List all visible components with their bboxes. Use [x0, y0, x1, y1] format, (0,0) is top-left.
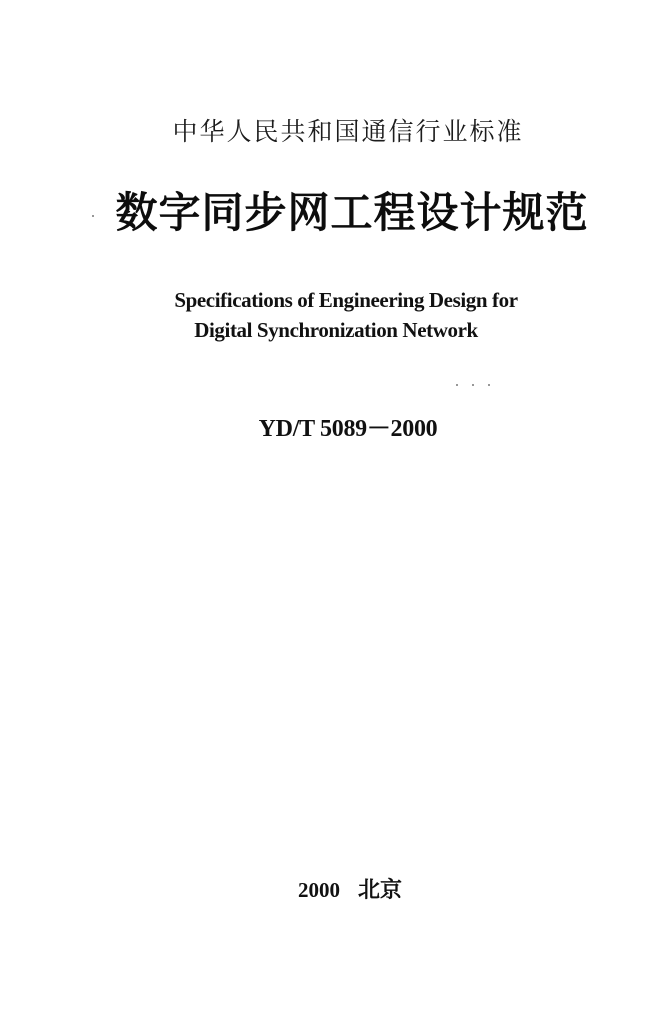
publication-info	[0, 873, 672, 904]
scan-speck	[472, 384, 474, 386]
scan-speck	[92, 215, 94, 217]
document-title-chinese: 数字同步网工程设计规范	[115, 188, 589, 237]
document-title-english-line-1: Specifications of Engineering Design for	[174, 288, 518, 312]
scan-speck	[456, 384, 458, 386]
document-title-english-line-2: Digital Synchronization Network	[194, 318, 478, 342]
industry-standard-heading: 中华人民共和国通信行业标准	[172, 117, 524, 146]
publication-year: 2000	[297, 878, 340, 902]
scan-speck	[488, 384, 490, 386]
standard-code: YD/T 5089－2000	[258, 416, 438, 442]
publication-city: 北京	[357, 878, 402, 903]
